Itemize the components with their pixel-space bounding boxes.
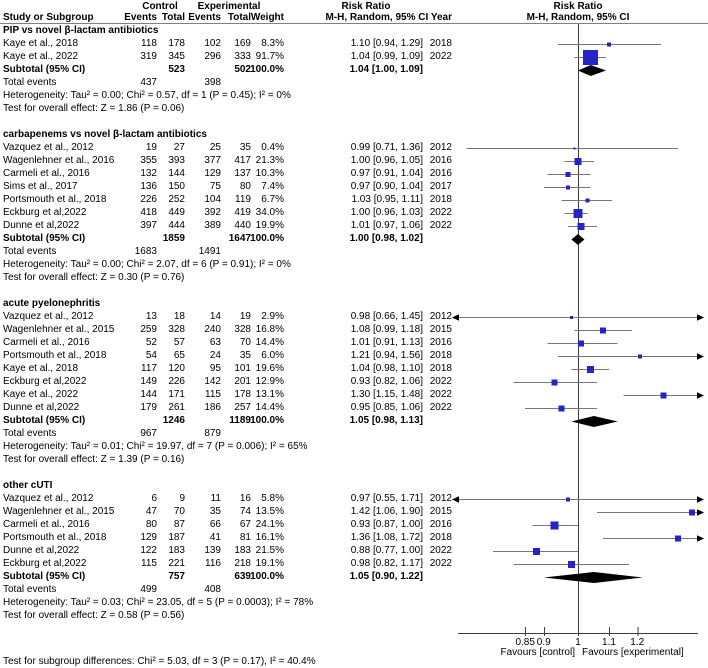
control-total: 444 xyxy=(168,220,185,231)
experimental-total: 419 xyxy=(234,207,251,218)
subtotal-weight: 100.0% xyxy=(250,571,284,582)
study-label: Portsmouth et al., 2018 xyxy=(3,350,107,361)
experimental-total: 80 xyxy=(239,181,251,192)
axis-tick-label: 0.85 xyxy=(515,637,535,648)
experimental-events: 104 xyxy=(204,194,221,205)
effect-square xyxy=(578,341,584,347)
favours-control-label: Favours [control] xyxy=(500,647,575,658)
year-value: 2018 xyxy=(429,532,452,543)
effect-square xyxy=(574,148,576,150)
year-value: 2022 xyxy=(429,207,452,218)
experimental-events: 66 xyxy=(209,519,221,530)
weight-value: 14.4% xyxy=(255,402,284,413)
right-arrowhead xyxy=(697,392,704,398)
control-events: 13 xyxy=(145,311,157,322)
control-total: 393 xyxy=(168,155,185,166)
study-label: Carmeli et al., 2016 xyxy=(3,519,90,530)
study-label: Kaye et al., 2018 xyxy=(3,38,79,49)
effect-square xyxy=(600,328,606,334)
control-events: 418 xyxy=(140,207,157,218)
subtotal-diamond xyxy=(571,234,584,245)
study-label: Eckburg et al,2022 xyxy=(3,207,87,218)
column-header-weight: Weight xyxy=(250,12,284,23)
control-total: 120 xyxy=(168,363,185,374)
subtotal-weight: 100.0% xyxy=(250,415,284,426)
year-value: 2015 xyxy=(429,506,452,517)
favours-experimental-label: Favours [experimental] xyxy=(582,647,684,658)
experimental-total: 178 xyxy=(234,389,251,400)
control-events: 319 xyxy=(140,51,157,62)
control-events: 54 xyxy=(145,350,157,361)
year-value: 2022 xyxy=(429,376,452,387)
study-label: Kaye et al., 2018 xyxy=(3,363,79,374)
control-total: 261 xyxy=(168,402,185,413)
study-label: Vazquez et al., 2012 xyxy=(3,493,94,504)
column-header-risk-ratio-plot: Risk Ratio xyxy=(553,1,603,12)
left-arrowhead xyxy=(452,496,459,502)
weight-value: 14.4% xyxy=(255,337,284,348)
total-events-control: 1683 xyxy=(134,246,157,257)
control-events: 117 xyxy=(141,363,157,374)
experimental-events: 102 xyxy=(204,38,221,49)
control-total: 178 xyxy=(168,38,185,49)
risk-ratio-ci-text: 0.97 [0.55, 1.71] xyxy=(350,493,423,504)
year-value: 2016 xyxy=(429,168,452,179)
effect-square xyxy=(574,209,583,218)
effect-square xyxy=(570,316,573,319)
year-value: 2022 xyxy=(429,389,452,400)
risk-ratio-ci-text: 1.08 [0.99, 1.18] xyxy=(350,324,423,335)
study-label: Carmeli et al., 2016 xyxy=(3,337,90,348)
column-header-exp-events: Events xyxy=(188,12,221,23)
overall-effect-text: Test for overall effect: Z = 0.58 (P = 0.56) xyxy=(3,610,185,621)
control-total: 27 xyxy=(173,142,185,153)
effect-square xyxy=(586,199,590,203)
experimental-events: 116 xyxy=(205,558,221,569)
experimental-events: 139 xyxy=(204,545,221,556)
experimental-events: 186 xyxy=(204,402,221,413)
weight-value: 16.8% xyxy=(255,324,284,335)
weight-value: 2.9% xyxy=(261,311,284,322)
control-total: 449 xyxy=(168,207,185,218)
subtotal-control-total: 523 xyxy=(168,64,185,75)
year-value: 2022 xyxy=(429,51,452,62)
control-total: 87 xyxy=(173,519,185,530)
year-value: 2022 xyxy=(429,220,452,231)
total-events-experimental: 408 xyxy=(204,584,221,595)
risk-ratio-ci-text: 0.98 [0.82, 1.17] xyxy=(350,558,423,569)
control-total: 9 xyxy=(179,493,185,504)
study-label: Eckburg et al,2022 xyxy=(3,376,87,387)
total-events-control: 967 xyxy=(140,428,157,439)
year-value: 2016 xyxy=(429,337,452,348)
control-total: 144 xyxy=(168,168,185,179)
risk-ratio-ci-text: 1.21 [0.94, 1.56] xyxy=(350,350,423,361)
subtotal-experimental-total: 1189 xyxy=(229,415,251,426)
heterogeneity-text: Heterogeneity: Tau² = 0.03; Chi² = 23.05, df = 5 (P = 0.0003); I² = 78% xyxy=(3,597,314,608)
subtotal-control-total: 1859 xyxy=(162,233,185,244)
experimental-total: 333 xyxy=(234,51,251,62)
study-label: Kaye et al., 2022 xyxy=(3,51,79,62)
study-label: Vazquez et al., 2012 xyxy=(3,311,94,322)
subgroup-title: other cUTI xyxy=(3,480,53,491)
axis-tick-label: 0.9 xyxy=(536,637,551,648)
control-events: 129 xyxy=(140,532,157,543)
control-total: 328 xyxy=(168,324,185,335)
experimental-total: 67 xyxy=(239,519,251,530)
axis-tick-label: 1.2 xyxy=(630,637,645,648)
control-events: 118 xyxy=(141,38,157,49)
year-value: 2018 xyxy=(429,350,452,361)
subtotal-experimental-total: 639 xyxy=(234,571,251,582)
total-events-experimental: 398 xyxy=(204,77,221,88)
experimental-events: 95 xyxy=(209,363,221,374)
total-events-label: Total events xyxy=(3,428,57,439)
risk-ratio-ci-text: 0.93 [0.87, 1.00] xyxy=(350,519,423,530)
effect-square xyxy=(566,186,570,190)
control-total: 183 xyxy=(168,545,185,556)
experimental-total: 257 xyxy=(234,402,251,413)
control-total: 57 xyxy=(173,337,185,348)
control-events: 179 xyxy=(140,402,157,413)
experimental-total: 169 xyxy=(234,38,251,49)
risk-ratio-ci-text: 1.01 [0.91, 1.13] xyxy=(350,337,423,348)
study-label: Sims et al., 2017 xyxy=(3,181,78,192)
column-header-exp-total: Total xyxy=(227,12,251,23)
control-total: 171 xyxy=(168,389,185,400)
control-total: 226 xyxy=(168,376,185,387)
experimental-total: 183 xyxy=(234,545,251,556)
experimental-total: 201 xyxy=(234,376,251,387)
weight-value: 24.1% xyxy=(255,519,284,530)
experimental-events: 41 xyxy=(209,532,221,543)
axis-tick-label: 1.1 xyxy=(602,637,616,648)
control-total: 70 xyxy=(173,506,185,517)
study-label: Kaye et al., 2022 xyxy=(3,389,79,400)
weight-value: 8.3% xyxy=(261,38,284,49)
risk-ratio-ci-text: 1.01 [0.97, 1.06] xyxy=(350,220,423,231)
subgroup-title: acute pyelonephritis xyxy=(3,298,101,309)
weight-value: 13.1% xyxy=(255,389,284,400)
subtotal-ci-text: 1.04 [1.00, 1.09] xyxy=(349,64,423,75)
control-total: 150 xyxy=(168,181,185,192)
subtotal-experimental-total: 502 xyxy=(234,64,251,75)
year-value: 2016 xyxy=(429,519,452,530)
experimental-total: 328 xyxy=(234,324,251,335)
control-total: 345 xyxy=(168,51,185,62)
effect-square xyxy=(583,50,598,65)
risk-ratio-ci-text: 0.97 [0.90, 1.04] xyxy=(350,181,423,192)
subtotal-ci-text: 1.00 [0.98, 1.02] xyxy=(349,233,423,244)
year-value: 2012 xyxy=(429,142,452,153)
experimental-total: 70 xyxy=(239,337,251,348)
effect-square xyxy=(566,498,570,502)
experimental-total: 119 xyxy=(235,194,251,205)
subtotal-ci-text: 1.05 [0.98, 1.13] xyxy=(349,415,423,426)
experimental-events: 240 xyxy=(204,324,221,335)
study-label: Wagenlehner et al., 2015 xyxy=(3,324,115,335)
risk-ratio-ci-text: 0.99 [0.71, 1.36] xyxy=(350,142,423,153)
risk-ratio-ci-text: 0.95 [0.85, 1.06] xyxy=(350,402,423,413)
weight-value: 34.0% xyxy=(255,207,284,218)
weight-value: 7.4% xyxy=(261,181,284,192)
effect-square xyxy=(660,393,666,399)
weight-value: 91.7% xyxy=(255,51,284,62)
weight-value: 13.5% xyxy=(255,506,284,517)
effect-square xyxy=(578,223,585,230)
axis-tick-label: 1 xyxy=(575,637,581,648)
experimental-events: 63 xyxy=(209,337,221,348)
experimental-total: 417 xyxy=(234,155,251,166)
total-events-control: 499 xyxy=(140,584,157,595)
year-value: 2017 xyxy=(429,181,452,192)
control-events: 136 xyxy=(140,181,157,192)
weight-value: 5.8% xyxy=(261,493,284,504)
total-events-experimental: 879 xyxy=(204,428,221,439)
control-total: 187 xyxy=(168,532,185,543)
study-label: Portsmouth et al., 2018 xyxy=(3,194,107,205)
effect-square xyxy=(550,522,558,530)
experimental-events: 389 xyxy=(204,220,221,231)
study-label: Dunne et al,2022 xyxy=(3,402,80,413)
experimental-total: 101 xyxy=(234,363,251,374)
control-events: 144 xyxy=(140,389,157,400)
risk-ratio-ci-text: 1.03 [0.95, 1.11] xyxy=(351,194,423,205)
weight-value: 0.4% xyxy=(261,142,284,153)
risk-ratio-ci-text: 1.30 [1.15, 1.48] xyxy=(350,389,423,400)
effect-square xyxy=(568,561,575,568)
subtotal-label: Subtotal (95% CI) xyxy=(3,233,86,244)
year-value: 2022 xyxy=(429,402,452,413)
year-value: 2022 xyxy=(429,545,452,556)
study-label: Dunne et al,2022 xyxy=(3,220,80,231)
risk-ratio-ci-text: 1.00 [0.96, 1.05] xyxy=(350,155,423,166)
experimental-total: 35 xyxy=(239,142,251,153)
year-value: 2022 xyxy=(429,558,452,569)
weight-value: 19.9% xyxy=(255,220,284,231)
risk-ratio-ci-text: 1.42 [1.06, 1.90] xyxy=(350,506,423,517)
control-events: 47 xyxy=(145,506,157,517)
control-events: 80 xyxy=(145,519,157,530)
subtotal-label: Subtotal (95% CI) xyxy=(3,571,86,582)
weight-value: 6.7% xyxy=(261,194,284,205)
study-label: Portsmouth et al., 2018 xyxy=(3,532,107,543)
experimental-total: 74 xyxy=(239,506,251,517)
subtotal-label: Subtotal (95% CI) xyxy=(3,415,86,426)
experimental-events: 11 xyxy=(210,493,221,504)
risk-ratio-ci-text: 1.10 [0.94, 1.29] xyxy=(350,38,423,49)
experimental-events: 296 xyxy=(204,51,221,62)
experimental-total: 218 xyxy=(234,558,251,569)
control-events: 115 xyxy=(141,558,157,569)
study-label: Dunne et al,2022 xyxy=(3,545,80,556)
subtotal-diamond xyxy=(544,572,643,583)
year-value: 2018 xyxy=(429,363,452,374)
risk-ratio-ci-text: 1.04 [0.98, 1.10] xyxy=(350,363,423,374)
subtotal-control-total: 757 xyxy=(168,571,185,582)
year-value: 2018 xyxy=(429,38,452,49)
risk-ratio-ci-text: 0.88 [0.77, 1.00] xyxy=(350,545,423,556)
risk-ratio-ci-text: 0.93 [0.82, 1.06] xyxy=(350,376,423,387)
column-header-ci-plot: M-H, Random, 95% CI xyxy=(526,12,630,23)
experimental-events: 75 xyxy=(209,181,221,192)
column-header-ci-year: M-H, Random, 95% CI Year xyxy=(325,12,452,23)
experimental-events: 129 xyxy=(204,168,221,179)
subtotal-weight: 100.0% xyxy=(250,233,284,244)
year-value: 2012 xyxy=(429,493,452,504)
column-header-control-total: Total xyxy=(161,12,185,23)
study-label: Carmeli et al., 2016 xyxy=(3,168,90,179)
control-total: 18 xyxy=(173,311,185,322)
risk-ratio-ci-text: 0.97 [0.91, 1.04] xyxy=(350,168,423,179)
left-arrowhead xyxy=(452,314,459,320)
column-header-control-events: Events xyxy=(124,12,157,23)
control-events: 259 xyxy=(140,324,157,335)
heterogeneity-text: Heterogeneity: Tau² = 0.00; Chi² = 0.57, df = 1 (P = 0.45); I² = 0% xyxy=(3,90,291,101)
control-events: 397 xyxy=(140,220,157,231)
year-value: 2018 xyxy=(429,194,452,205)
experimental-total: 440 xyxy=(234,220,251,231)
control-events: 226 xyxy=(140,194,157,205)
effect-square xyxy=(607,43,611,47)
experimental-total: 19 xyxy=(239,311,251,322)
experimental-events: 35 xyxy=(209,506,221,517)
effect-square xyxy=(587,366,594,373)
effect-square xyxy=(551,380,557,386)
control-events: 19 xyxy=(145,142,157,153)
effect-square xyxy=(533,548,540,555)
subtotal-control-total: 1246 xyxy=(162,415,185,426)
weight-value: 16.1% xyxy=(255,532,284,543)
subtotal-experimental-total: 1647 xyxy=(228,233,251,244)
experimental-total: 137 xyxy=(234,168,251,179)
weight-value: 10.3% xyxy=(255,168,284,179)
column-header-study: Study or Subgroup xyxy=(3,12,94,23)
risk-ratio-ci-text: 1.00 [0.96, 1.03] xyxy=(350,207,423,218)
control-events: 132 xyxy=(140,168,157,179)
weight-value: 21.3% xyxy=(255,155,284,166)
overall-effect-text: Test for overall effect: Z = 1.39 (P = 0.16) xyxy=(3,454,185,465)
subgroup-title: carbapenems vs novel β-lactam antibiotics xyxy=(3,129,207,140)
control-events: 6 xyxy=(151,493,157,504)
effect-square xyxy=(689,510,695,516)
overall-effect-text: Test for overall effect: Z = 1.86 (P = 0.06) xyxy=(3,103,185,114)
overall-effect-text: Test for overall effect: Z = 0.30 (P = 0.76) xyxy=(3,272,185,283)
experimental-events: 14 xyxy=(209,311,221,322)
right-arrowhead xyxy=(697,535,704,541)
heterogeneity-text: Heterogeneity: Tau² = 0.00; Chi² = 2.07, df = 6 (P = 0.91); I² = 0% xyxy=(3,259,291,270)
total-events-label: Total events xyxy=(3,77,57,88)
experimental-total: 35 xyxy=(239,350,251,361)
weight-value: 21.5% xyxy=(255,545,284,556)
control-total: 221 xyxy=(168,558,185,569)
total-events-experimental: 1491 xyxy=(198,246,221,257)
control-events: 52 xyxy=(145,337,157,348)
control-events: 122 xyxy=(140,545,157,556)
column-header-control-group: Control xyxy=(142,1,178,12)
year-value: 2016 xyxy=(429,155,452,166)
weight-value: 19.1% xyxy=(255,558,284,569)
experimental-events: 25 xyxy=(209,142,221,153)
weight-value: 12.9% xyxy=(255,376,284,387)
experimental-events: 377 xyxy=(204,155,221,166)
total-events-control: 437 xyxy=(140,77,157,88)
subtotal-label: Subtotal (95% CI) xyxy=(3,64,86,75)
study-label: Vazquez et al., 2012 xyxy=(3,142,94,153)
year-value: 2012 xyxy=(429,311,452,322)
control-events: 149 xyxy=(140,376,157,387)
effect-square xyxy=(566,172,571,177)
control-events: 355 xyxy=(140,155,157,166)
experimental-events: 24 xyxy=(209,350,221,361)
control-total: 65 xyxy=(173,350,185,361)
experimental-total: 16 xyxy=(239,493,251,504)
effect-square xyxy=(638,355,642,359)
study-label: Wagenlehner et al., 2016 xyxy=(3,155,115,166)
right-arrowhead xyxy=(697,314,704,320)
effect-square xyxy=(675,536,681,542)
effect-square xyxy=(558,406,564,412)
weight-value: 19.6% xyxy=(255,363,284,374)
total-events-label: Total events xyxy=(3,584,57,595)
subgroup-title: PIP vs novel β-lactam antibiotics xyxy=(3,25,159,36)
column-header-risk-ratio-values: Risk Ratio xyxy=(341,1,391,12)
subtotal-diamond xyxy=(578,65,606,76)
experimental-events: 392 xyxy=(204,207,221,218)
experimental-events: 115 xyxy=(205,389,221,400)
column-header-experimental-group: Experimental xyxy=(197,1,261,12)
right-arrowhead xyxy=(697,496,704,502)
control-total: 252 xyxy=(168,194,185,205)
year-value: 2015 xyxy=(429,324,452,335)
subtotal-ci-text: 1.05 [0.90, 1.22] xyxy=(349,571,423,582)
study-label: Eckburg et al,2022 xyxy=(3,558,87,569)
effect-square xyxy=(575,158,582,165)
weight-value: 6.0% xyxy=(261,350,284,361)
risk-ratio-ci-text: 0.98 [0.66, 1.45] xyxy=(350,311,423,322)
subgroup-difference-test: Test for subgroup differences: Chi² = 5.03, df = 3 (P = 0.17), I² = 40.4% xyxy=(3,656,316,667)
study-label: Wagenlehner et al., 2015 xyxy=(3,506,115,517)
experimental-events: 142 xyxy=(204,376,221,387)
right-arrowhead xyxy=(697,353,704,359)
experimental-total: 81 xyxy=(239,532,251,543)
heterogeneity-text: Heterogeneity: Tau² = 0.01; Chi² = 19.97, df = 7 (P = 0.006); I² = 65% xyxy=(3,441,308,452)
right-arrowhead xyxy=(697,509,704,515)
risk-ratio-ci-text: 1.04 [0.99, 1.09] xyxy=(350,51,423,62)
subtotal-weight: 100.0% xyxy=(250,64,284,75)
total-events-label: Total events xyxy=(3,246,57,257)
risk-ratio-ci-text: 1.36 [1.08, 1.72] xyxy=(350,532,423,543)
